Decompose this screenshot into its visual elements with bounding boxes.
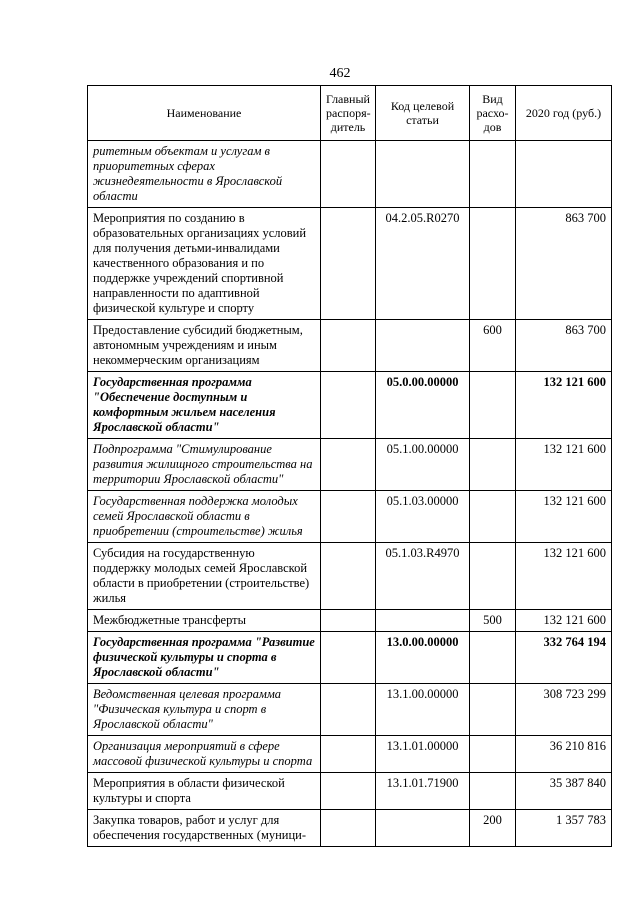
cell-name: Закупка товаров, работ и услуг для обеспечения государственных (муници- [88, 810, 321, 847]
cell-vid [470, 208, 516, 320]
page-number: 462 [329, 66, 351, 81]
cell-name: Государственная поддержка молодых семей Ярославской области в приобретении (строительстве) жилья [88, 491, 321, 543]
cell-code: 05.1.03.00000 [376, 491, 470, 543]
cell-grbs [321, 810, 376, 847]
cell-vid [470, 632, 516, 684]
cell-name: Государственная программа "Развитие физической культуры и спорта в Ярославской области" [88, 632, 321, 684]
cell-code [376, 320, 470, 372]
cell-code: 05.1.00.00000 [376, 439, 470, 491]
cell-name: Межбюджетные трансферты [88, 610, 321, 632]
cell-vid [470, 491, 516, 543]
table-row [88, 141, 612, 208]
cell-code [376, 141, 470, 208]
cell-grbs [321, 773, 376, 810]
cell-code: 05.0.00.00000 [376, 372, 470, 439]
cell-code: 13.1.01.71900 [376, 773, 470, 810]
cell-grbs [321, 610, 376, 632]
table-row [88, 684, 612, 736]
budget-table [87, 85, 612, 847]
cell-grbs [321, 684, 376, 736]
cell-sum: 863 700 [516, 208, 612, 320]
cell-name: Субсидия на государственную поддержку молодых семей Ярославской области в приобретении (строительстве) жилья [88, 543, 321, 610]
cell-vid [470, 773, 516, 810]
table-row [88, 632, 612, 684]
cell-sum: 132 121 600 [516, 543, 612, 610]
table-row [88, 610, 612, 632]
cell-sum: 132 121 600 [516, 610, 612, 632]
cell-vid [470, 543, 516, 610]
cell-code: 13.1.00.00000 [376, 684, 470, 736]
cell-name: Мероприятия по созданию в образовательных организациях условий для получения детьми-инвалидами качественного образования и по поддержке учреждений спортивной направленности по адаптивной физической культуре и спорту [88, 208, 321, 320]
cell-vid [470, 684, 516, 736]
table-row [88, 773, 612, 810]
cell-name: Предоставление субсидий бюджетным, автономным учреждениям и иным некоммерческим организациям [88, 320, 321, 372]
cell-name: Ведомственная целевая программа "Физическая культура и спорт в Ярославской области" [88, 684, 321, 736]
cell-code: 05.1.03.R4970 [376, 543, 470, 610]
cell-sum: 132 121 600 [516, 372, 612, 439]
cell-name: Мероприятия в области физической культуры и спорта [88, 773, 321, 810]
table-row [88, 320, 612, 372]
cell-grbs [321, 736, 376, 773]
cell-vid [470, 736, 516, 773]
cell-sum: 35 387 840 [516, 773, 612, 810]
cell-grbs [321, 208, 376, 320]
header-vid: Вид расхо-дов [470, 86, 516, 141]
cell-grbs [321, 491, 376, 543]
cell-code: 13.1.01.00000 [376, 736, 470, 773]
table-row [88, 372, 612, 439]
header-code: Код целевой статьи [376, 86, 470, 141]
cell-name: Подпрограмма "Стимулирование развития жилищного строительства на территории Ярославской области" [88, 439, 321, 491]
cell-code: 04.2.05.R0270 [376, 208, 470, 320]
cell-name: ритетным объектам и услугам в приоритетных сферах жизнедеятельности в Ярославской области [88, 141, 321, 208]
cell-sum: 863 700 [516, 320, 612, 372]
header-grbs: Главный распоря-дитель [321, 86, 376, 141]
header-name: Наименование [88, 86, 321, 141]
cell-vid [470, 439, 516, 491]
cell-sum: 132 121 600 [516, 491, 612, 543]
cell-vid [470, 141, 516, 208]
cell-grbs [321, 543, 376, 610]
table-row [88, 491, 612, 543]
cell-grbs [321, 439, 376, 491]
table-row [88, 810, 612, 847]
cell-sum: 1 357 783 [516, 810, 612, 847]
cell-grbs [321, 141, 376, 208]
cell-grbs [321, 632, 376, 684]
cell-grbs [321, 320, 376, 372]
cell-sum: 332 764 194 [516, 632, 612, 684]
cell-sum: 132 121 600 [516, 439, 612, 491]
cell-vid: 600 [470, 320, 516, 372]
cell-sum: 308 723 299 [516, 684, 612, 736]
cell-code: 13.0.00.00000 [376, 632, 470, 684]
cell-grbs [321, 372, 376, 439]
cell-vid: 500 [470, 610, 516, 632]
cell-sum: 36 210 816 [516, 736, 612, 773]
cell-vid: 200 [470, 810, 516, 847]
table-row [88, 736, 612, 773]
cell-vid [470, 372, 516, 439]
table-row [88, 543, 612, 610]
header-sum: 2020 год (руб.) [516, 86, 612, 141]
cell-sum [516, 141, 612, 208]
table-body [88, 141, 612, 847]
table-header-row [88, 86, 612, 141]
table-row [88, 439, 612, 491]
cell-name: Государственная программа "Обеспечение доступным и комфортным жильем населения Ярославской области" [88, 372, 321, 439]
cell-name: Организация мероприятий в сфере массовой физической культуры и спорта [88, 736, 321, 773]
cell-code [376, 810, 470, 847]
cell-code [376, 610, 470, 632]
table-row [88, 208, 612, 320]
